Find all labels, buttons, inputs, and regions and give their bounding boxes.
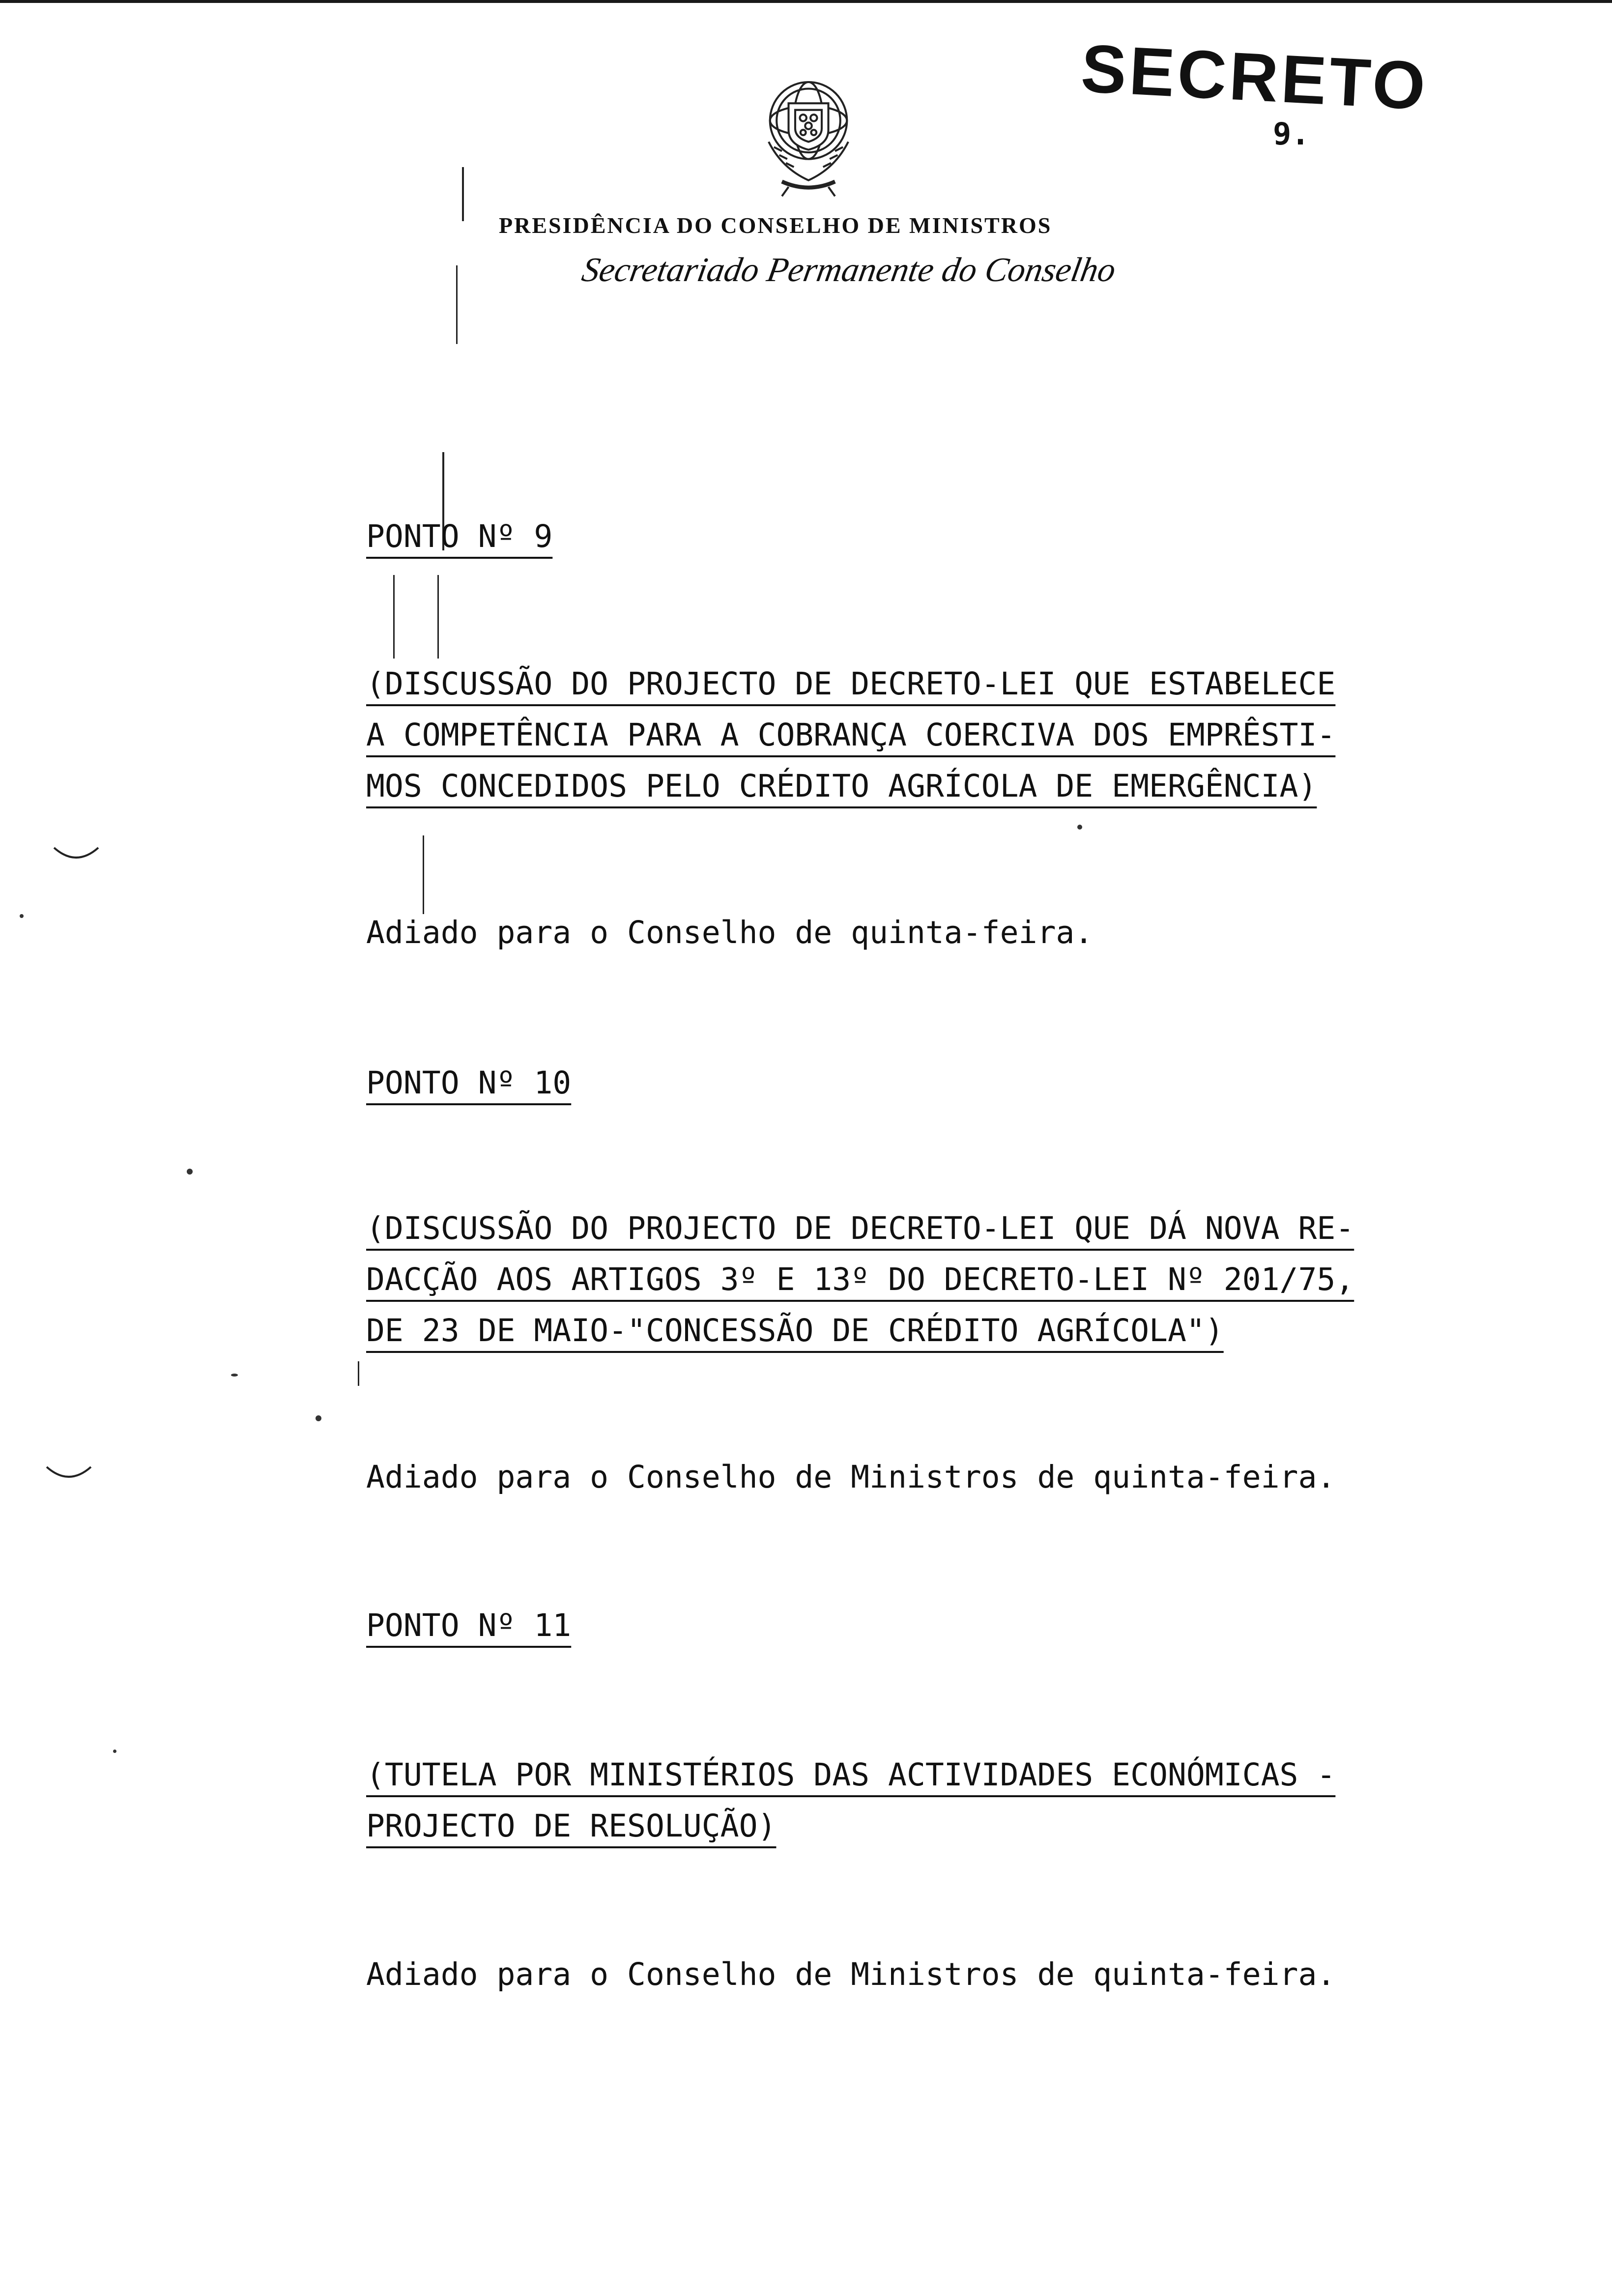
margin-speck (1077, 825, 1082, 830)
margin-speck (231, 1374, 238, 1377)
margin-line (393, 575, 395, 659)
point-heading: PONTO Nº 10 (366, 1065, 572, 1101)
margin-line (358, 1361, 359, 1386)
point-title-line: (DISCUSSÃO DO PROJECTO DE DECRETO-LEI QUE DÁ NOVA RE- (366, 1210, 1354, 1246)
point-decision: Adiado para o Conselho de quinta-feira. (366, 915, 1094, 950)
point-title-line: PROJECTO DE RESOLUÇÃO) (366, 1808, 777, 1844)
margin-speck (20, 914, 24, 918)
point-title-line: A COMPETÊNCIA PARA A COBRANÇA COERCIVA DOS EMPRÊSTI- (366, 717, 1336, 753)
coat-of-arms-icon (742, 69, 875, 201)
point-title-line: (TUTELA POR MINISTÉRIOS DAS ACTIVIDADES ECONÓMICAS - (366, 1757, 1336, 1793)
page-number: 9. (1273, 116, 1310, 152)
margin-line (437, 575, 439, 659)
point-title-line: (DISCUSSÃO DO PROJECTO DE DECRETO-LEI QUE ESTABELECE (366, 666, 1336, 702)
margin-speck (316, 1415, 321, 1421)
classification-stamp: SECRETO (1079, 30, 1430, 124)
point-heading: PONTO Nº 9 (366, 518, 553, 554)
margin-speck (113, 1750, 116, 1753)
department-name: Secretariado Permanente do Conselho (579, 251, 1119, 289)
margin-line (456, 265, 458, 344)
margin-punch-mark-icon (52, 845, 101, 865)
institution-name: PRESIDÊNCIA DO CONSELHO DE MINISTROS (499, 213, 1052, 238)
margin-speck (187, 1169, 193, 1175)
point-title-line: DE 23 DE MAIO-"CONCESSÃO DE CRÉDITO AGRÍCOLA") (366, 1313, 1224, 1349)
point-decision: Adiado para o Conselho de Ministros de quinta-feira. (366, 1459, 1336, 1495)
margin-line (423, 835, 424, 914)
margin-punch-mark-icon (44, 1464, 93, 1484)
point-title-line: MOS CONCEDIDOS PELO CRÉDITO AGRÍCOLA DE EMERGÊNCIA) (366, 768, 1317, 804)
margin-line (462, 167, 464, 221)
point-heading: PONTO Nº 11 (366, 1607, 572, 1643)
top-border-line (0, 0, 1612, 3)
point-decision: Adiado para o Conselho de Ministros de quinta-feira. (366, 1956, 1336, 1992)
point-title-line: DACÇÃO AOS ARTIGOS 3º E 13º DO DECRETO-LEI Nº 201/75, (366, 1262, 1354, 1297)
